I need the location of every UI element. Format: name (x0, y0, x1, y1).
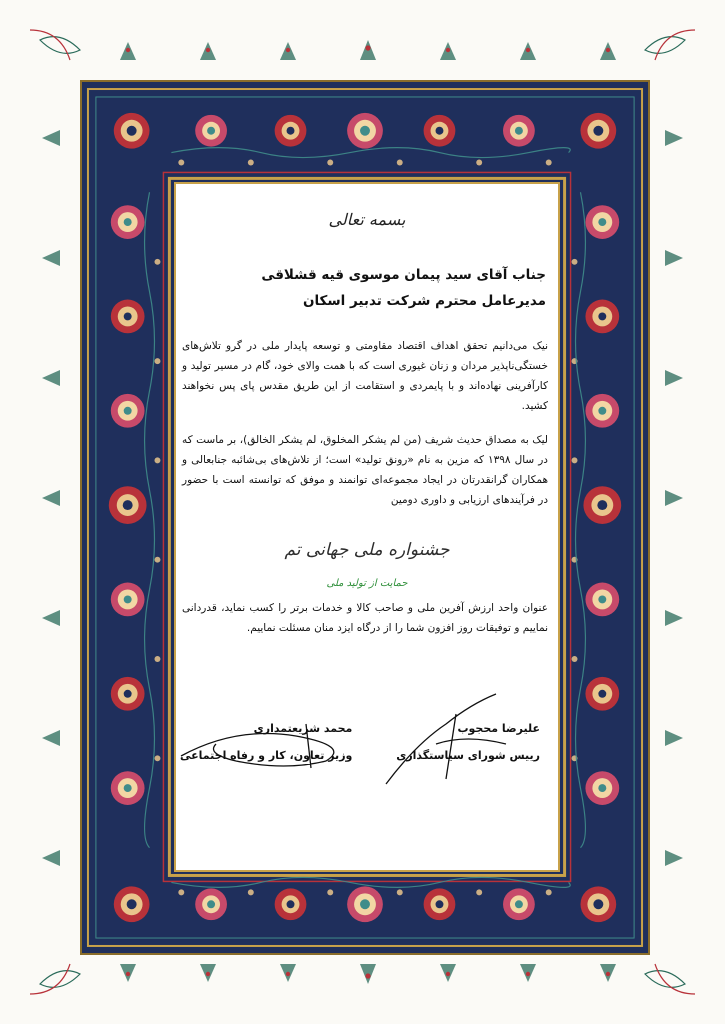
recipient-address (261, 262, 546, 314)
signatory-right-title: رییس شورای سیاستگذاری (396, 749, 540, 762)
signatory-left-name: محمد شریعتمداری (253, 722, 353, 735)
festival-logo-calligraphy: جشنواره ملی جهانی تم (284, 540, 450, 560)
signatory-left-title: وزیر تعاون، کار و رفاه اجتماعی (180, 749, 353, 762)
body-paragraph-3: عنوان واحد ارزش آفرین ملی و صاحب کالا و خدمات برتر را کسب نماید، قدردانی نماییم و توفیقات روز افزون شما را از درگاه ایزد منان مسئلت نماییم. (182, 602, 548, 634)
body-paragraph-2: لیک به مصداق حدیث شریف (من لم یشکر المخلوق، لم یشکر الخالق)، بر ماست که در سال ۱۳۹۸ که مزین به نام «رونق تولید» است؛ از تلاش‌های بی‌شائبه جنابعالی و همکاران گرانقدرتان در ایجاد مجموعه‌ای توانمند و موفق که توانسته است با حضور در فرآیندهای ارزیابی و داوری دومین (182, 434, 548, 506)
signature-left-scribble (176, 716, 356, 776)
invocation-calligraphy: بسمه تعالی (328, 210, 406, 229)
recipient-name: جناب آقای سید پیمان موسوی قیه قشلاقی (261, 267, 546, 283)
signatory-right-name: علیرضا محجوب (457, 722, 540, 735)
festival-subtitle: حمایت از تولید ملی (326, 578, 408, 589)
festival-emblem (176, 540, 558, 589)
body-paragraph-1: نیک می‌دانیم تحقق اهداف اقتصاد مقاومتی و توسعه پایدار ملی در گرو تلاش‌های خستگی‌ناپذیر مردان و زنان غیوری است که با همت والای خود، گام در مسیر تولید و کارآفرینی نهاده‌اند و با پایمردی و استقامت از این طریق مقدس پای پس نخواهند کشید. (182, 340, 548, 412)
recipient-title: مدیرعامل محترم شرکت تدبیر اسکان (302, 293, 546, 309)
certificate-text-panel (174, 182, 560, 872)
signature-right-scribble (376, 684, 526, 794)
